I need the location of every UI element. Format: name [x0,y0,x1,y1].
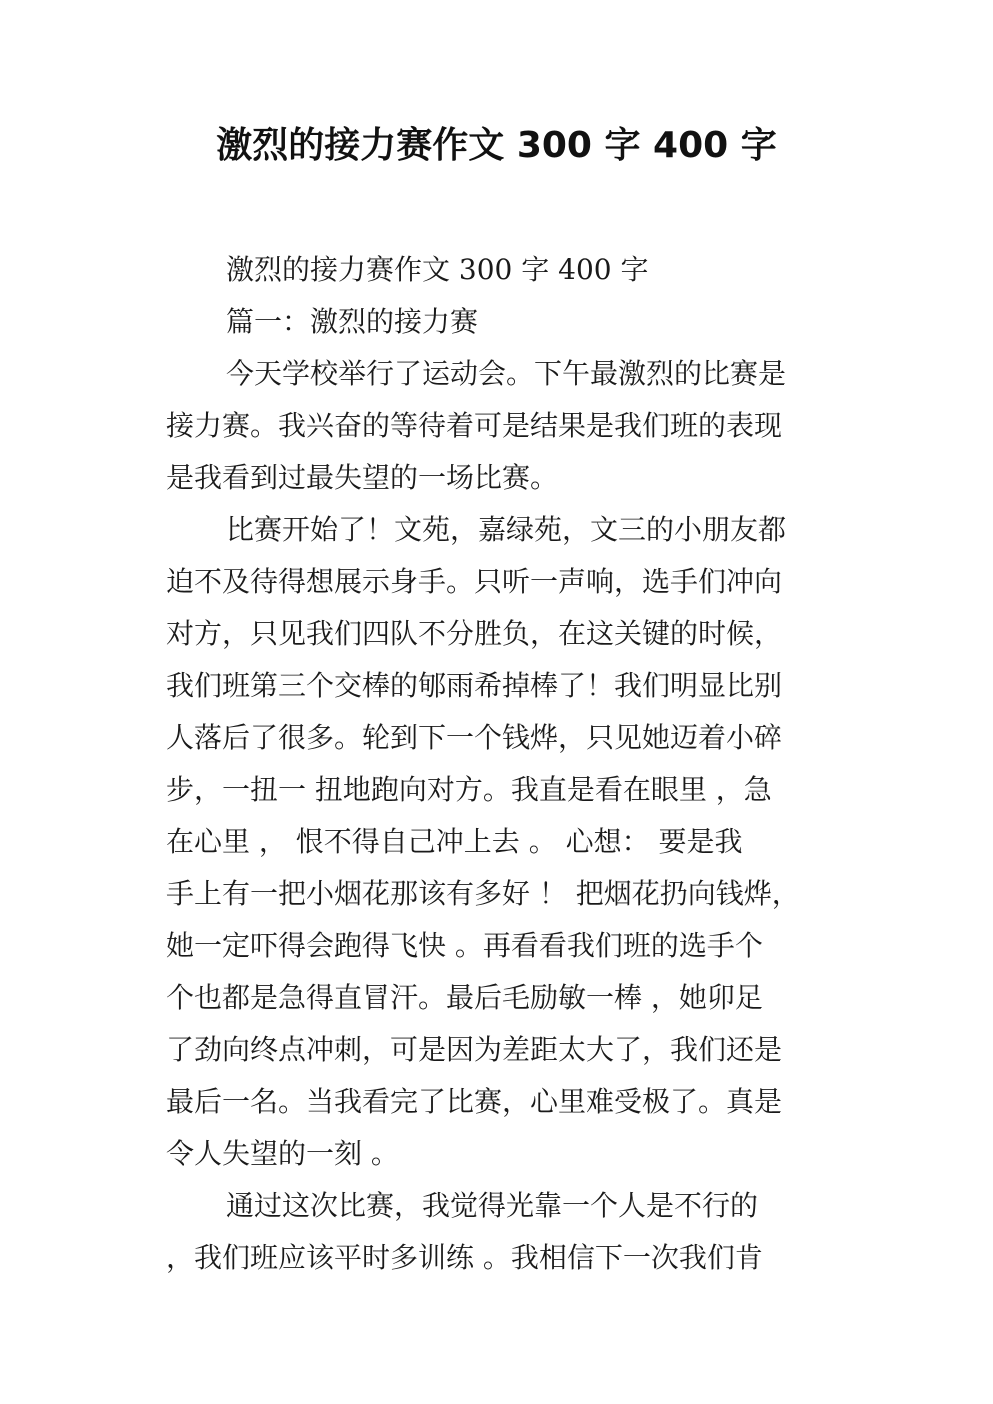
text-line: 激烈的接力赛作文 300 字 400 字 [226,253,649,286]
text-line: 令人失望的一刻 。 [166,1137,399,1170]
text-line: 个也都是急得直冒汗。最后毛励敏一棒 ，她卯足 [166,981,763,1014]
text-line: 我们班第三个交棒的郇雨希掉棒了！我们明显比别 [166,669,783,702]
text-line: 接力赛。我兴奋的等待着可是结果是我们班的表现 [166,409,783,442]
text-line: 今天学校举行了运动会。下午最激烈的比赛是 [226,357,787,390]
text-line: 她一定吓得会跑得飞快 。再看看我们班的选手个 [166,929,763,962]
document-body [166,244,846,1284]
text-line: 是我看到过最失望的一场比赛。 [166,461,559,494]
text-line: 在心里 ， 恨不得自己冲上去 。 心想： 要是我 [166,825,743,858]
text-line: 了劲向终点冲刺，可是因为差距太大了，我们还是 [166,1033,783,1066]
paragraph-intro [166,348,846,504]
text-line: 迫不及待得想展示身手。只听一声响，选手们冲向 [166,565,783,598]
paragraph-section-heading [166,296,846,348]
text-line: 对方，只见我们四队不分胜负，在这关键的时候， [166,617,783,650]
paragraph-subtitle [166,244,846,296]
text-line: 通过这次比赛，我觉得光靠一个人是不行的 [226,1189,759,1222]
text-line: 手上有一把小烟花那该有多好 ！ 把烟花扔向钱烨， [166,877,800,910]
text-line: 篇一：激烈的接力赛 [226,305,479,338]
paragraph-conclusion [166,1180,846,1284]
document-title: 激烈的接力赛作文 300 字 400 字 [216,125,777,166]
text-line: 比赛开始了！文苑，嘉绿苑，文三的小朋友都 [226,513,787,546]
text-line: 人落后了很多。轮到下一个钱烨，只见她迈着小碎 [166,721,783,754]
text-line: ，我们班应该平时多训练 。我相信下一次我们肯 [166,1241,763,1274]
text-line: 步，一扭一 扭地跑向对方。我直是看在眼里 ，急 [166,773,772,806]
text-line: 最后一名。当我看完了比赛，心里难受极了。真是 [166,1085,783,1118]
paragraph-race [166,504,846,1180]
